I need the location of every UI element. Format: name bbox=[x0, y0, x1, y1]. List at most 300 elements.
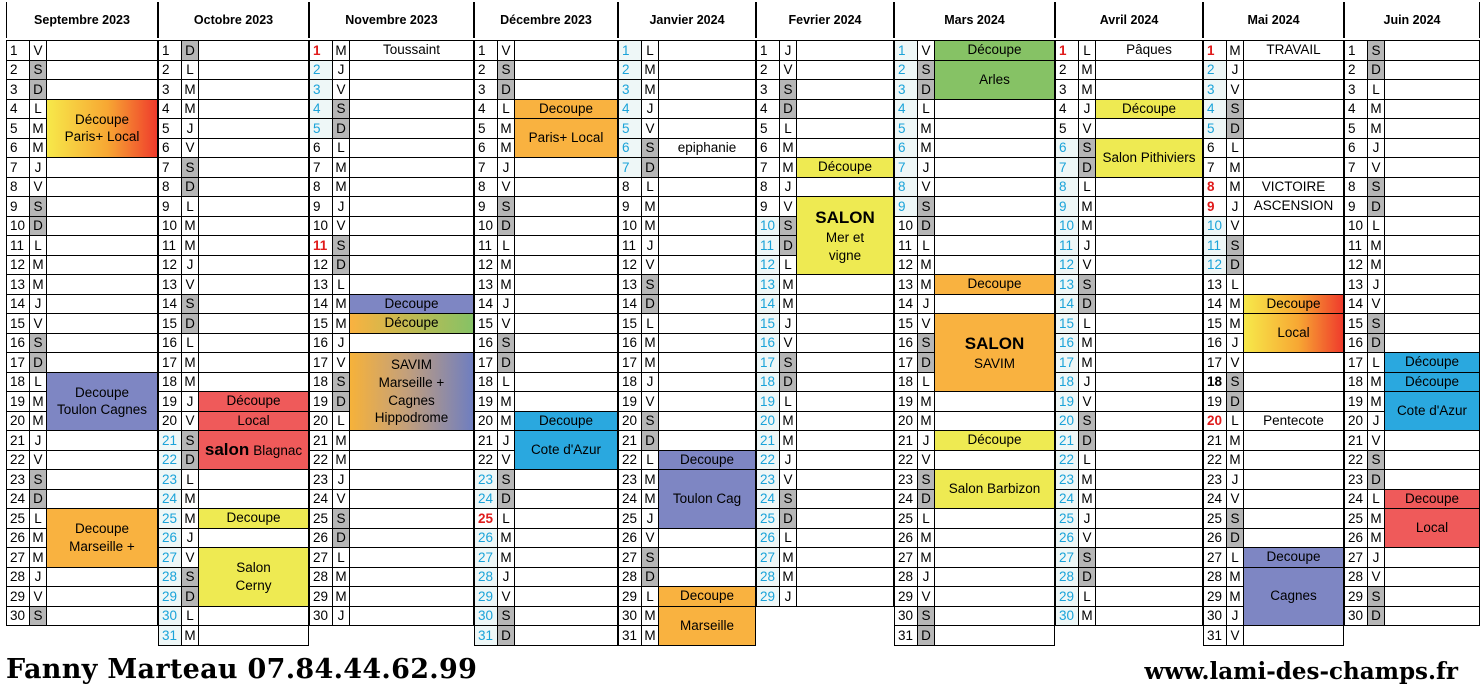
day-number: 2 bbox=[158, 60, 182, 81]
day-note-cell bbox=[934, 508, 1055, 529]
day-number: 19 bbox=[618, 391, 642, 412]
event-text: Decoupe bbox=[538, 100, 594, 116]
day-number: 16 bbox=[1203, 333, 1227, 354]
day-number: 23 bbox=[1344, 469, 1368, 490]
day-note-cell bbox=[1095, 528, 1203, 549]
month-column bbox=[1203, 2, 1344, 647]
day-number: 15 bbox=[1055, 313, 1079, 334]
weekday-letter: S bbox=[917, 606, 935, 627]
day-note-cell bbox=[934, 625, 1055, 646]
month-title-frame bbox=[1344, 2, 1480, 38]
weekday-letter: D bbox=[641, 294, 659, 315]
day-number: 16 bbox=[309, 333, 333, 354]
day-note-cell bbox=[658, 391, 756, 412]
calendar-event[interactable] bbox=[934, 274, 1055, 295]
day-number: 26 bbox=[6, 528, 30, 549]
weekday-letter: J bbox=[497, 157, 515, 178]
weekday-letter: L bbox=[641, 313, 659, 334]
day-note-cell bbox=[934, 118, 1055, 139]
calendar-event[interactable] bbox=[1243, 567, 1344, 627]
weekday-letter: S bbox=[497, 469, 515, 490]
day-number: 14 bbox=[309, 294, 333, 315]
calendar-event[interactable] bbox=[198, 391, 309, 412]
weekday-letter: M bbox=[332, 40, 350, 61]
day-note-cell bbox=[198, 372, 309, 393]
calendar-event[interactable] bbox=[198, 508, 309, 529]
calendar-event[interactable] bbox=[1384, 508, 1480, 548]
day-number: 8 bbox=[1344, 177, 1368, 198]
calendar-event[interactable] bbox=[934, 469, 1055, 509]
day-number: 13 bbox=[756, 274, 780, 295]
day-note-cell bbox=[349, 430, 474, 451]
day-note-cell bbox=[514, 586, 618, 607]
day-note-cell bbox=[1384, 255, 1480, 276]
day-number: 25 bbox=[474, 508, 498, 529]
day-note-cell bbox=[658, 40, 756, 61]
event-text: Marseille + bbox=[378, 374, 445, 390]
calendar-event[interactable] bbox=[1243, 40, 1344, 61]
day-note-cell bbox=[658, 274, 756, 295]
day-note-cell bbox=[1243, 138, 1344, 159]
day-number: 9 bbox=[309, 196, 333, 217]
day-number: 30 bbox=[309, 606, 333, 627]
day-number: 28 bbox=[158, 567, 182, 588]
calendar-event[interactable] bbox=[658, 586, 756, 607]
weekday-letter: S bbox=[917, 60, 935, 81]
day-number: 27 bbox=[158, 547, 182, 568]
day-note-cell bbox=[658, 99, 756, 120]
day-note-cell bbox=[1243, 508, 1344, 529]
day-number: 28 bbox=[756, 567, 780, 588]
event-text: VICTOIRE bbox=[1261, 178, 1326, 194]
weekday-letter: M bbox=[1226, 586, 1244, 607]
weekday-letter: S bbox=[332, 99, 350, 120]
month-column bbox=[1055, 2, 1203, 627]
month-title-frame bbox=[1055, 2, 1203, 38]
day-number: 18 bbox=[474, 372, 498, 393]
day-note-cell bbox=[934, 235, 1055, 256]
day-number: 16 bbox=[1055, 333, 1079, 354]
day-number: 5 bbox=[474, 118, 498, 139]
weekday-letter: S bbox=[641, 411, 659, 432]
day-note-cell bbox=[198, 294, 309, 315]
day-note-cell bbox=[46, 567, 158, 588]
day-number: 10 bbox=[894, 216, 918, 237]
day-number: 26 bbox=[1344, 528, 1368, 549]
day-note-cell bbox=[46, 40, 158, 61]
calendar-event[interactable] bbox=[658, 606, 756, 646]
weekday-letter: M bbox=[497, 255, 515, 276]
weekday-letter: D bbox=[1367, 469, 1385, 490]
day-note-cell bbox=[514, 216, 618, 237]
month-title-frame bbox=[158, 2, 309, 38]
weekday-letter: D bbox=[497, 489, 515, 510]
calendar-event[interactable] bbox=[796, 196, 894, 275]
event-text: SAVIM bbox=[390, 357, 432, 373]
day-number: 20 bbox=[6, 411, 30, 432]
day-number: 6 bbox=[1203, 138, 1227, 159]
calendar-event[interactable] bbox=[1384, 489, 1480, 510]
calendar-event[interactable] bbox=[1243, 294, 1344, 315]
day-note-cell bbox=[198, 333, 309, 354]
calendar-event[interactable] bbox=[349, 294, 474, 315]
weekday-letter: L bbox=[332, 274, 350, 295]
weekday-letter: S bbox=[497, 60, 515, 81]
day-number: 27 bbox=[1055, 547, 1079, 568]
day-note-cell bbox=[934, 294, 1055, 315]
day-number: 7 bbox=[158, 157, 182, 178]
event-text: Decoupe bbox=[74, 521, 130, 537]
calendar-event[interactable] bbox=[1384, 352, 1480, 373]
day-note-cell bbox=[934, 391, 1055, 412]
weekday-letter: M bbox=[641, 333, 659, 354]
weekday-letter: J bbox=[181, 391, 199, 412]
day-number: 8 bbox=[158, 177, 182, 198]
day-note-cell bbox=[198, 489, 309, 510]
weekday-letter: M bbox=[29, 547, 47, 568]
day-note-cell bbox=[1384, 586, 1480, 607]
day-note-cell bbox=[514, 469, 618, 490]
day-number: 3 bbox=[1344, 79, 1368, 100]
day-note-cell bbox=[349, 79, 474, 100]
weekday-letter: J bbox=[181, 255, 199, 276]
weekday-letter: V bbox=[917, 450, 935, 471]
day-note-cell bbox=[1095, 430, 1203, 451]
weekday-letter: D bbox=[332, 255, 350, 276]
calendar-event[interactable] bbox=[1384, 391, 1480, 431]
day-note-cell bbox=[46, 489, 158, 510]
calendar-event[interactable] bbox=[1095, 40, 1203, 61]
day-number: 26 bbox=[474, 528, 498, 549]
weekday-letter: S bbox=[641, 274, 659, 295]
day-note-cell bbox=[1384, 177, 1480, 198]
weekday-letter: D bbox=[332, 118, 350, 139]
calendar-event[interactable] bbox=[1243, 547, 1344, 568]
day-number: 18 bbox=[309, 372, 333, 393]
day-note-cell bbox=[934, 255, 1055, 276]
day-note-cell bbox=[934, 177, 1055, 198]
day-number: 31 bbox=[158, 625, 182, 646]
day-number: 6 bbox=[1344, 138, 1368, 159]
day-note-cell bbox=[514, 40, 618, 61]
day-number: 17 bbox=[309, 352, 333, 373]
day-number: 16 bbox=[756, 333, 780, 354]
day-number: 24 bbox=[309, 489, 333, 510]
calendar-event[interactable] bbox=[514, 99, 618, 120]
day-note-cell bbox=[934, 157, 1055, 178]
day-number: 12 bbox=[1055, 255, 1079, 276]
day-number: 12 bbox=[756, 255, 780, 276]
weekday-letter: M bbox=[497, 138, 515, 159]
website-url[interactable]: www.lami-des-champs.fr bbox=[1144, 658, 1458, 685]
calendar-event[interactable] bbox=[1095, 138, 1203, 178]
day-note-cell bbox=[46, 255, 158, 276]
day-number: 18 bbox=[6, 372, 30, 393]
day-note-cell bbox=[198, 469, 309, 490]
weekday-letter: M bbox=[497, 118, 515, 139]
calendar-event[interactable] bbox=[658, 450, 756, 471]
day-number: 3 bbox=[474, 79, 498, 100]
calendar-event[interactable] bbox=[198, 547, 309, 607]
day-note-cell bbox=[198, 118, 309, 139]
day-number: 4 bbox=[894, 99, 918, 120]
day-note-cell bbox=[46, 235, 158, 256]
day-note-cell bbox=[46, 586, 158, 607]
day-number: 2 bbox=[474, 60, 498, 81]
day-number: 26 bbox=[309, 528, 333, 549]
day-note-cell bbox=[658, 255, 756, 276]
day-note-cell bbox=[514, 547, 618, 568]
day-note-cell bbox=[198, 138, 309, 159]
day-note-cell bbox=[1384, 313, 1480, 334]
calendar-event[interactable] bbox=[514, 411, 618, 432]
weekday-letter: M bbox=[641, 489, 659, 510]
weekday-letter: S bbox=[332, 235, 350, 256]
weekday-letter: L bbox=[497, 508, 515, 529]
weekday-letter: M bbox=[497, 528, 515, 549]
day-note-cell bbox=[349, 60, 474, 81]
day-number: 26 bbox=[158, 528, 182, 549]
day-note-cell bbox=[796, 430, 894, 451]
calendar-event[interactable] bbox=[198, 411, 309, 432]
weekday-letter: M bbox=[1226, 313, 1244, 334]
weekday-letter: V bbox=[29, 313, 47, 334]
day-note-cell bbox=[1095, 547, 1203, 568]
day-number: 22 bbox=[1203, 450, 1227, 471]
day-number: 7 bbox=[1344, 157, 1368, 178]
day-number: 29 bbox=[6, 586, 30, 607]
day-note-cell bbox=[1243, 489, 1344, 510]
calendar-event[interactable] bbox=[1095, 99, 1203, 120]
day-number: 28 bbox=[474, 567, 498, 588]
day-number: 8 bbox=[1055, 177, 1079, 198]
day-note-cell bbox=[198, 157, 309, 178]
day-number: 28 bbox=[309, 567, 333, 588]
weekday-letter: D bbox=[779, 508, 797, 529]
day-number: 29 bbox=[1203, 586, 1227, 607]
day-note-cell bbox=[1095, 586, 1203, 607]
calendar-event[interactable] bbox=[934, 40, 1055, 61]
day-number: 17 bbox=[894, 352, 918, 373]
calendar-event[interactable] bbox=[514, 430, 618, 470]
weekday-letter: S bbox=[1078, 547, 1096, 568]
day-number: 20 bbox=[618, 411, 642, 432]
weekday-letter: M bbox=[29, 391, 47, 412]
calendar-event[interactable] bbox=[1243, 411, 1344, 432]
event-text: Découpe bbox=[817, 159, 873, 175]
day-note-cell bbox=[796, 469, 894, 490]
calendar-event[interactable] bbox=[198, 430, 309, 470]
day-number: 21 bbox=[1055, 430, 1079, 451]
weekday-letter: M bbox=[1078, 216, 1096, 237]
weekday-letter: M bbox=[1367, 508, 1385, 529]
event-text: Paris+ Local bbox=[528, 130, 604, 146]
weekday-letter: V bbox=[641, 255, 659, 276]
calendar-event[interactable] bbox=[349, 313, 474, 334]
day-number: 9 bbox=[474, 196, 498, 217]
day-number: 3 bbox=[1203, 79, 1227, 100]
calendar-event[interactable] bbox=[934, 60, 1055, 100]
calendar-event[interactable] bbox=[514, 118, 618, 158]
calendar-event[interactable] bbox=[658, 138, 756, 159]
day-number: 29 bbox=[618, 586, 642, 607]
day-number: 25 bbox=[618, 508, 642, 529]
day-note-cell bbox=[514, 294, 618, 315]
weekday-letter: L bbox=[1226, 547, 1244, 568]
day-number: 7 bbox=[1055, 157, 1079, 178]
day-number: 8 bbox=[474, 177, 498, 198]
calendar-event[interactable] bbox=[934, 313, 1055, 392]
weekday-letter: J bbox=[1078, 508, 1096, 529]
contact-name-phone: Fanny Marteau 07.84.44.62.99 bbox=[6, 654, 478, 685]
calendar-event[interactable] bbox=[658, 469, 756, 529]
weekday-letter: J bbox=[1367, 411, 1385, 432]
day-number: 10 bbox=[618, 216, 642, 237]
calendar-event[interactable] bbox=[1243, 177, 1344, 198]
weekday-letter: M bbox=[779, 294, 797, 315]
weekday-letter: V bbox=[181, 547, 199, 568]
weekday-letter: M bbox=[1226, 294, 1244, 315]
day-note-cell bbox=[934, 586, 1055, 607]
day-number: 19 bbox=[1203, 391, 1227, 412]
day-number: 6 bbox=[309, 138, 333, 159]
weekday-letter: J bbox=[332, 606, 350, 627]
calendar-event[interactable] bbox=[349, 352, 474, 431]
weekday-letter: S bbox=[1226, 372, 1244, 393]
weekday-letter: V bbox=[181, 274, 199, 295]
weekday-letter: V bbox=[332, 489, 350, 510]
weekday-letter: M bbox=[181, 235, 199, 256]
day-number: 6 bbox=[474, 138, 498, 159]
day-number: 2 bbox=[6, 60, 30, 81]
event-text: Local bbox=[1277, 325, 1310, 341]
day-note-cell bbox=[796, 528, 894, 549]
day-note-cell bbox=[198, 99, 309, 120]
day-number: 17 bbox=[6, 352, 30, 373]
day-number: 26 bbox=[618, 528, 642, 549]
day-number: 25 bbox=[309, 508, 333, 529]
day-note-cell bbox=[1243, 157, 1344, 178]
calendar-event[interactable] bbox=[934, 430, 1055, 451]
weekday-letter: V bbox=[1226, 216, 1244, 237]
calendar-event[interactable] bbox=[1384, 372, 1480, 393]
day-number: 22 bbox=[1055, 450, 1079, 471]
day-note-cell bbox=[1384, 79, 1480, 100]
weekday-letter: J bbox=[917, 430, 935, 451]
weekday-letter: V bbox=[1367, 157, 1385, 178]
day-note-cell bbox=[514, 79, 618, 100]
calendar-event[interactable] bbox=[796, 157, 894, 178]
weekday-letter: M bbox=[641, 352, 659, 373]
day-number: 17 bbox=[756, 352, 780, 373]
calendar-event[interactable] bbox=[349, 40, 474, 61]
calendar-event[interactable] bbox=[46, 99, 158, 159]
day-number: 19 bbox=[1055, 391, 1079, 412]
day-note-cell bbox=[658, 235, 756, 256]
day-note-cell bbox=[796, 40, 894, 61]
weekday-letter: M bbox=[1226, 430, 1244, 451]
day-note-cell bbox=[1384, 138, 1480, 159]
day-note-cell bbox=[1095, 411, 1203, 432]
day-number: 30 bbox=[894, 606, 918, 627]
weekday-letter: J bbox=[779, 313, 797, 334]
day-note-cell bbox=[349, 567, 474, 588]
calendar-event[interactable] bbox=[1243, 196, 1344, 217]
weekday-letter: L bbox=[1367, 79, 1385, 100]
weekday-letter: D bbox=[29, 489, 47, 510]
day-number: 2 bbox=[756, 60, 780, 81]
month-title-frame bbox=[309, 2, 474, 38]
weekday-letter: L bbox=[497, 372, 515, 393]
weekday-letter: S bbox=[1226, 99, 1244, 120]
day-number: 17 bbox=[1203, 352, 1227, 373]
day-number: 4 bbox=[1055, 99, 1079, 120]
weekday-letter: D bbox=[332, 391, 350, 412]
weekday-letter: M bbox=[1367, 391, 1385, 412]
event-text: TRAVAIL bbox=[1266, 42, 1321, 58]
calendar-event[interactable] bbox=[1243, 313, 1344, 353]
day-note-cell bbox=[1243, 60, 1344, 81]
day-number: 2 bbox=[1203, 60, 1227, 81]
weekday-letter: S bbox=[29, 60, 47, 81]
weekday-letter: L bbox=[29, 99, 47, 120]
day-note-cell bbox=[198, 196, 309, 217]
day-number: 4 bbox=[1203, 99, 1227, 120]
day-number: 19 bbox=[474, 391, 498, 412]
day-note-cell bbox=[658, 196, 756, 217]
weekday-letter: M bbox=[641, 606, 659, 627]
weekday-letter: D bbox=[1367, 60, 1385, 81]
day-number: 2 bbox=[309, 60, 333, 81]
weekday-letter: V bbox=[1367, 294, 1385, 315]
day-number: 30 bbox=[6, 606, 30, 627]
weekday-letter: V bbox=[497, 177, 515, 198]
weekday-letter: M bbox=[779, 547, 797, 568]
weekday-letter: D bbox=[497, 79, 515, 100]
weekday-letter: S bbox=[1367, 450, 1385, 471]
weekday-letter: J bbox=[917, 294, 935, 315]
day-note-cell bbox=[46, 157, 158, 178]
month-title-frame bbox=[474, 2, 618, 38]
day-number: 3 bbox=[894, 79, 918, 100]
event-text: SALON bbox=[815, 207, 875, 227]
month-title-frame bbox=[894, 2, 1055, 38]
day-note-cell bbox=[1243, 79, 1344, 100]
day-number: 21 bbox=[309, 430, 333, 451]
day-number: 24 bbox=[894, 489, 918, 510]
weekday-letter: V bbox=[1367, 567, 1385, 588]
calendar-event[interactable] bbox=[46, 508, 158, 568]
weekday-letter: L bbox=[779, 255, 797, 276]
weekday-letter: L bbox=[779, 391, 797, 412]
day-note-cell bbox=[658, 313, 756, 334]
day-note-cell bbox=[796, 60, 894, 81]
day-note-cell bbox=[1095, 391, 1203, 412]
weekday-letter: M bbox=[1226, 157, 1244, 178]
calendar-event[interactable] bbox=[46, 372, 158, 432]
weekday-letter: J bbox=[641, 508, 659, 529]
day-note-cell bbox=[198, 606, 309, 627]
weekday-letter: M bbox=[1078, 352, 1096, 373]
day-number: 23 bbox=[618, 469, 642, 490]
weekday-letter: D bbox=[1367, 333, 1385, 354]
weekday-letter: J bbox=[497, 294, 515, 315]
day-note-cell bbox=[1384, 118, 1480, 139]
weekday-letter: M bbox=[181, 625, 199, 646]
day-number: 27 bbox=[1203, 547, 1227, 568]
event-text: Pâques bbox=[1126, 42, 1172, 58]
event-text: Cagnes bbox=[388, 392, 435, 408]
